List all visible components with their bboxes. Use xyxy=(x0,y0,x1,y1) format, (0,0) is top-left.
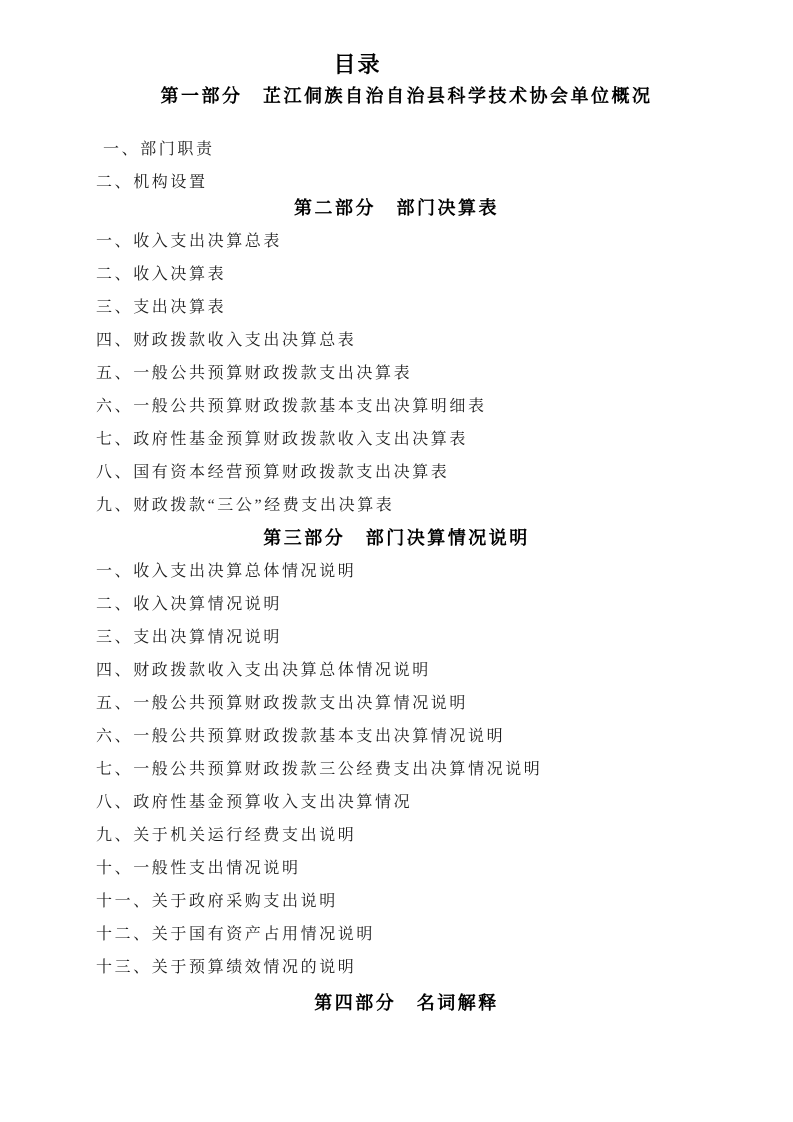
toc-item: 一、收入支出决算总表 xyxy=(96,233,283,250)
part-2-heading: 第二部分 部门决算表 xyxy=(294,198,499,219)
toc-item: 五、一般公共预算财政拨款支出决算情况说明 xyxy=(96,695,469,712)
toc-item: 六、一般公共预算财政拨款基本支出决算明细表 xyxy=(96,398,487,415)
toc-item: 七、政府性基金预算财政拨款收入支出决算表 xyxy=(96,431,469,448)
toc-item: 十一、关于政府采购支出说明 xyxy=(96,893,338,910)
toc-item: 七、一般公共预算财政拨款三公经费支出决算情况说明 xyxy=(96,761,543,778)
toc-item: 三、支出决算表 xyxy=(96,299,227,316)
toc-title: 目录 xyxy=(333,53,382,78)
toc-item: 八、国有资本经营预算财政拨款支出决算表 xyxy=(96,464,450,481)
part-3-heading: 第三部分 部门决算情况说明 xyxy=(263,528,530,549)
toc-item: 八、政府性基金预算收入支出决算情况 xyxy=(96,794,413,811)
toc-item: 十三、关于预算绩效情况的说明 xyxy=(96,959,357,976)
toc-item: 四、财政拨款收入支出决算总体情况说明 xyxy=(96,662,431,679)
part-1-heading: 第一部分 芷江侗族自治自治县科学技术协会单位概况 xyxy=(160,86,653,107)
toc-item: 二、机构设置 xyxy=(96,174,208,191)
toc-item: 十、一般性支出情况说明 xyxy=(96,860,301,877)
toc-item: 九、关于机关运行经费支出说明 xyxy=(96,827,357,844)
toc-item: 三、支出决算情况说明 xyxy=(96,629,283,646)
toc-item: 二、收入决算表 xyxy=(96,266,227,283)
toc-item: 一、收入支出决算总体情况说明 xyxy=(96,563,357,580)
toc-item: 二、收入决算情况说明 xyxy=(96,596,283,613)
toc-item: 一、部门职责 xyxy=(103,141,215,158)
toc-item: 九、财政拨款“三公”经费支出决算表 xyxy=(96,497,395,514)
toc-item: 十二、关于国有资产占用情况说明 xyxy=(96,926,376,943)
toc-item: 五、一般公共预算财政拨款支出决算表 xyxy=(96,365,413,382)
part-4-heading: 第四部分 名词解释 xyxy=(314,993,499,1014)
toc-item: 四、财政拨款收入支出决算总表 xyxy=(96,332,357,349)
toc-item: 六、一般公共预算财政拨款基本支出决算情况说明 xyxy=(96,728,506,745)
